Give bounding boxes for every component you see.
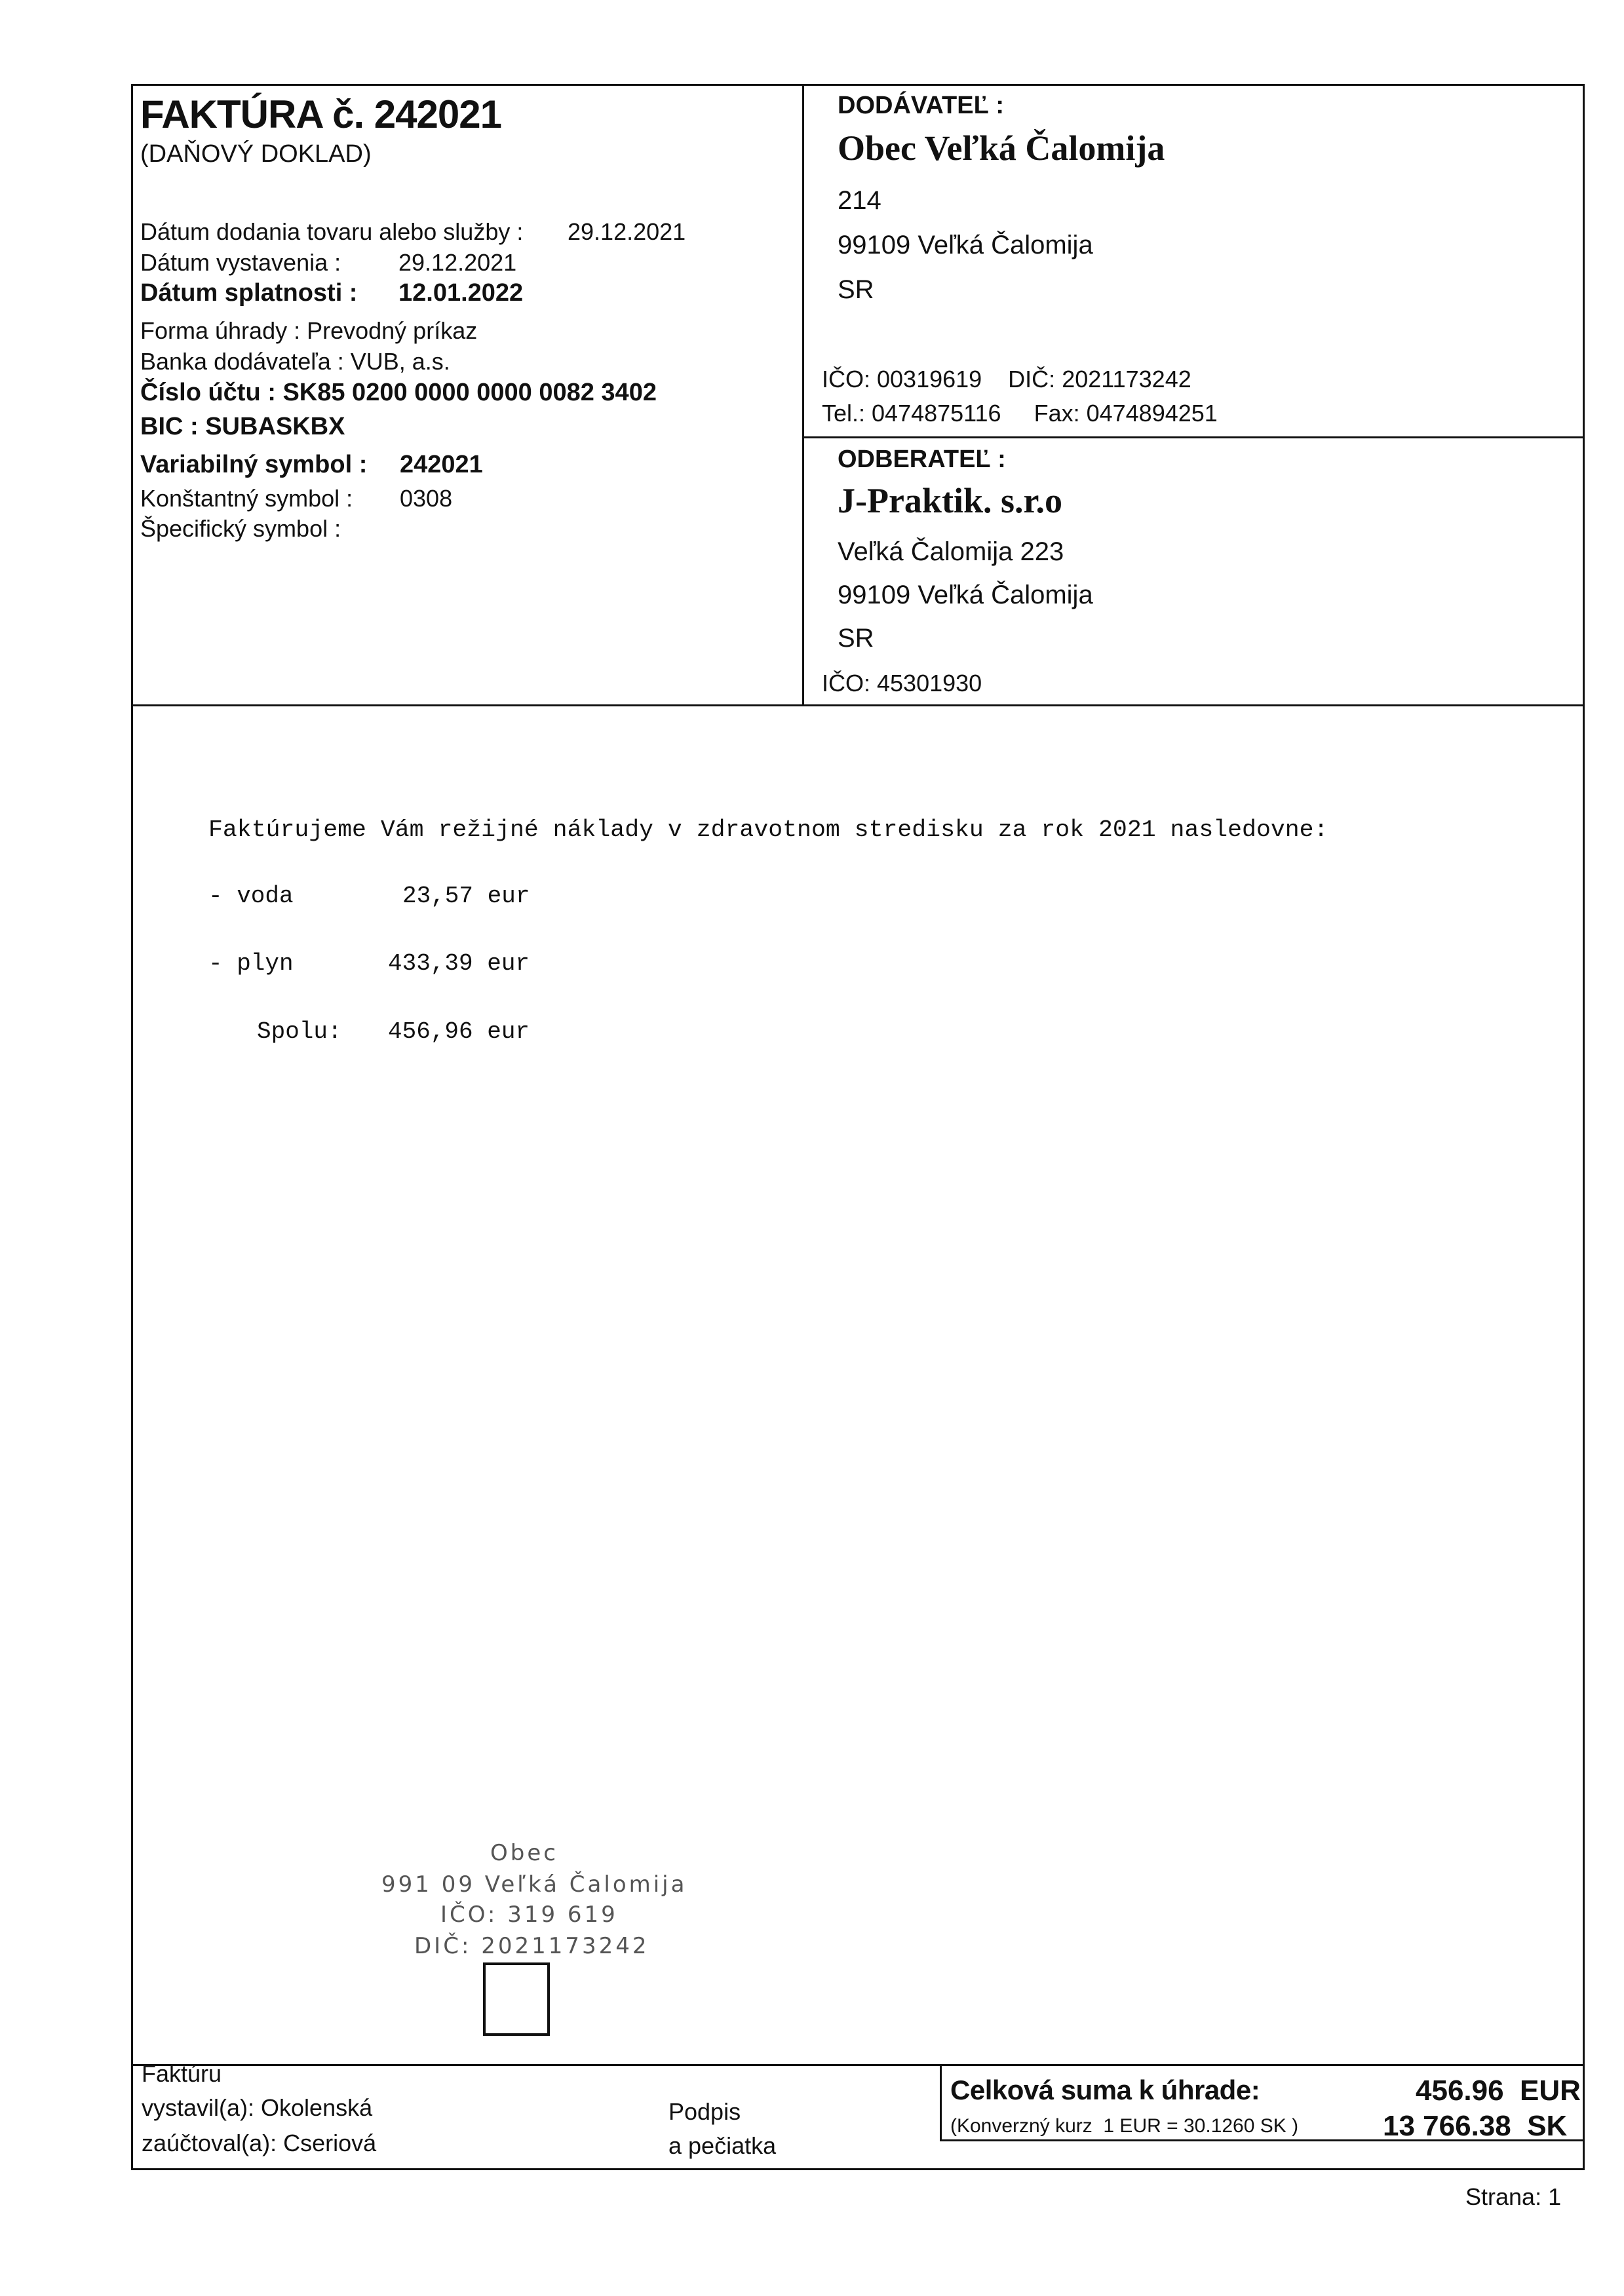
customer-address-line1: Veľká Čalomija 223 [838, 537, 1064, 566]
total-due-sk: 13 766.38 SK [1383, 2110, 1568, 2142]
customer-name: J-Praktik. s.r.o [838, 481, 1063, 520]
supplier-address-line2: 99109 Veľká Čalomija [838, 231, 1093, 259]
stamp-line2: 991 09 Veľká Čalomija [381, 1871, 687, 1898]
due-date-value: 12.01.2022 [398, 279, 524, 307]
invoice-title: FAKTÚRA č. 242021 [140, 92, 502, 136]
footer-issuer-line3: zaúčtoval(a): Cseriová [142, 2130, 377, 2156]
body-total-label: Spolu: [257, 1018, 342, 1045]
constant-symbol-value: 0308 [400, 485, 453, 512]
item-label: - voda [208, 883, 294, 909]
delivery-date-value: 29.12.2021 [568, 218, 686, 245]
supplier-country: SR [838, 275, 874, 304]
stamp-line4: DIČ: 2021173242 [414, 1933, 649, 1959]
item-label: - plyn [208, 950, 294, 977]
customer-address-line2: 99109 Veľká Čalomija [838, 581, 1093, 609]
customer-country: SR [838, 624, 874, 653]
supplier-bank: Banka dodávateľa : VUB, a.s. [140, 348, 450, 375]
supplier-ids: IČO: 00319619 DIČ: 2021173242 [822, 366, 1191, 392]
customer-label: ODBERATEĽ : [838, 446, 1006, 473]
invoice-subtitle: (DAŇOVÝ DOKLAD) [140, 140, 372, 168]
footer-issuer-line1: Faktúru [142, 2060, 222, 2087]
specific-symbol-label: Špecifický symbol : [140, 515, 341, 542]
bic-code: BIC : SUBASKBX [140, 413, 345, 440]
variable-symbol-value: 242021 [400, 451, 483, 478]
footer-issuer-line2: vystavil(a): Okolenská [142, 2094, 373, 2121]
header-bottom-divider [131, 704, 1585, 706]
account-number: Číslo účtu : SK85 0200 0000 0000 0082 3402 [140, 379, 657, 406]
stamp-signature-box [483, 1962, 550, 2036]
delivery-date-label: Dátum dodania tovaru alebo služby : [140, 218, 524, 245]
total-due-eur: 456.96 EUR [1416, 2075, 1581, 2107]
item-amount: 433,39 eur [388, 950, 530, 977]
total-due-label: Celková suma k úhrade: [950, 2075, 1260, 2105]
footer-divider [131, 2064, 940, 2066]
header-divider-vertical [802, 84, 804, 706]
supplier-contact: Tel.: 0474875116 Fax: 0474894251 [822, 400, 1218, 427]
page-number: Strana: 1 [1465, 2183, 1562, 2210]
item-amount: 23,57 eur [402, 883, 530, 909]
supplier-address-line1: 214 [838, 186, 881, 215]
invoice-intro: Faktúrujeme Vám režijné náklady v zdravotnom stredisku za rok 2021 nasledovne: [208, 816, 1328, 843]
issue-date-value: 29.12.2021 [398, 249, 517, 276]
stamp-line3: IČO: 319 619 [440, 1902, 618, 1928]
issue-date-label: Dátum vystavenia : [140, 249, 341, 276]
supplier-customer-divider [802, 436, 1585, 438]
due-date-label: Dátum splatnosti : [140, 279, 358, 307]
variable-symbol-label: Variabilný symbol : [140, 451, 368, 478]
supplier-label: DODÁVATEĽ : [838, 92, 1005, 119]
payment-method: Forma úhrady : Prevodný príkaz [140, 317, 478, 344]
constant-symbol-label: Konštantný symbol : [140, 485, 353, 512]
signature-label-line2: a pečiatka [668, 2132, 777, 2159]
customer-ids: IČO: 45301930 [822, 670, 982, 697]
body-total-amount: 456,96 eur [388, 1018, 530, 1045]
conversion-rate: (Konverzný kurz 1 EUR = 30.1260 SK ) [950, 2115, 1299, 2137]
stamp-line1: Obec [490, 1840, 558, 1866]
supplier-name: Obec Veľká Čalomija [838, 128, 1165, 168]
signature-label-line1: Podpis [668, 2098, 741, 2125]
